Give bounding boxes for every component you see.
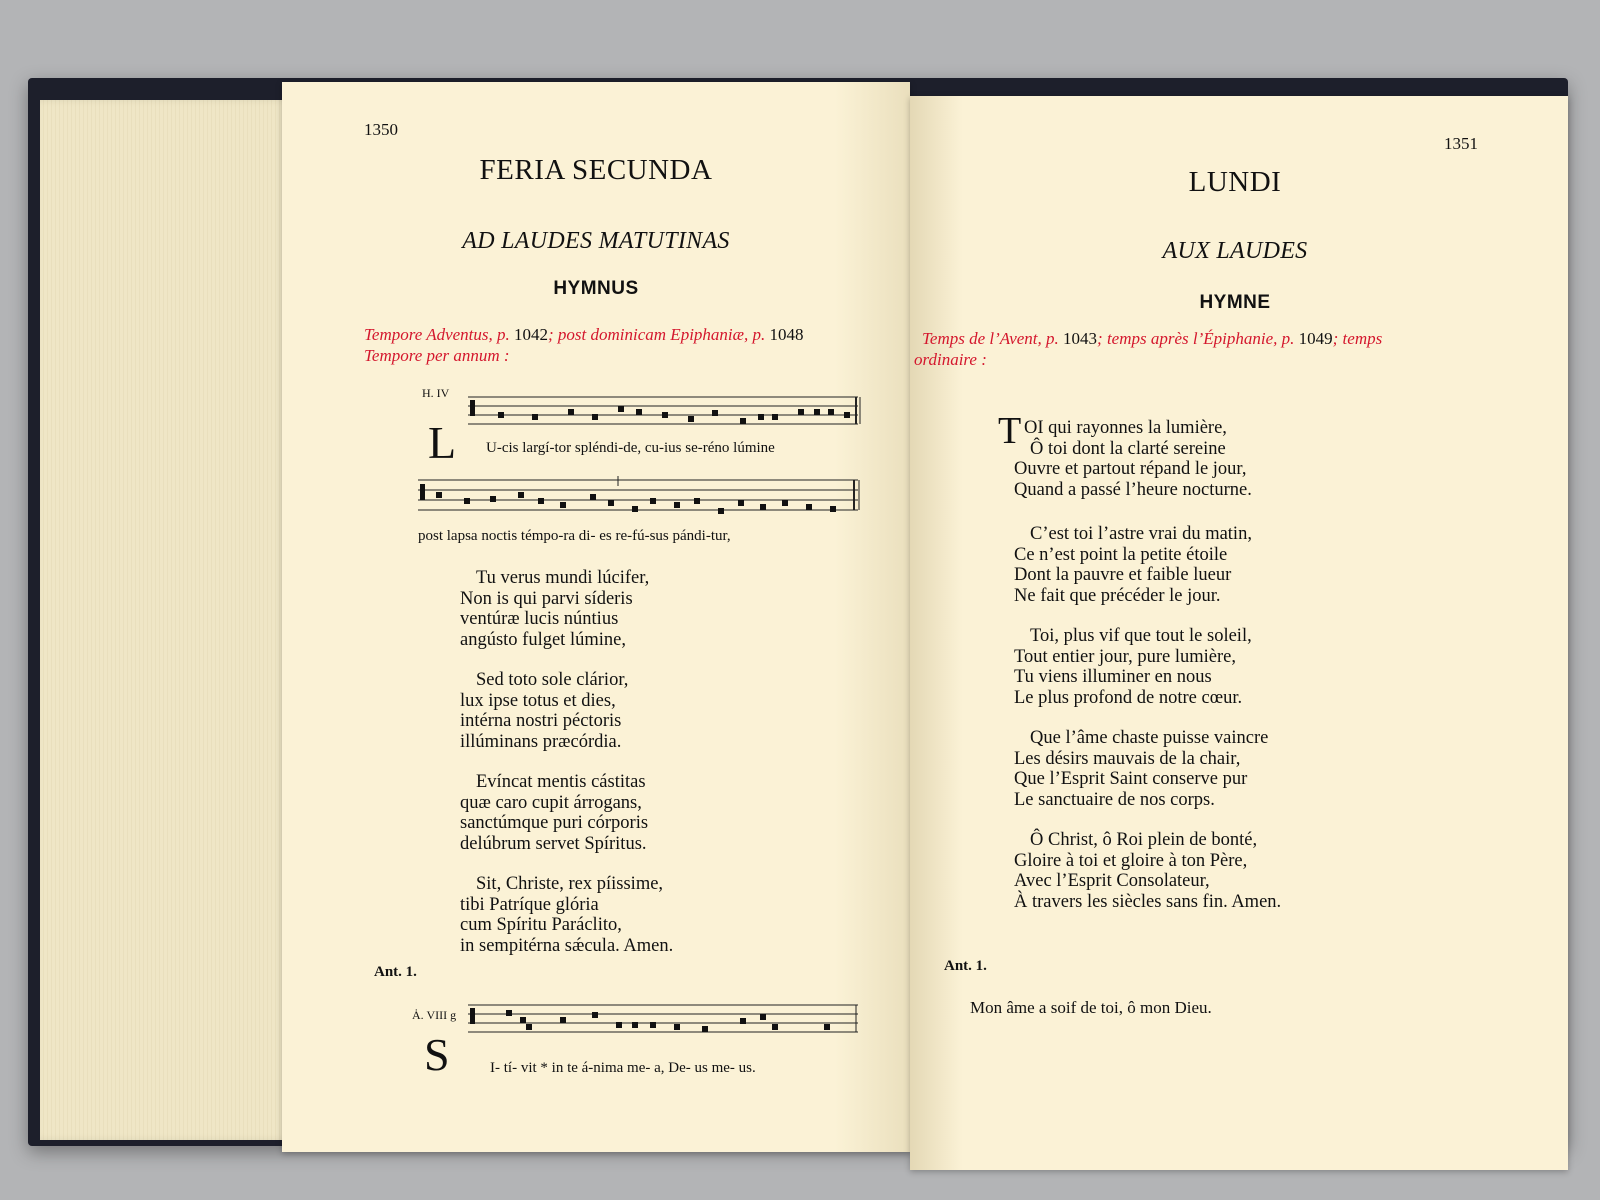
- chant-staff-2: [418, 472, 868, 522]
- antiphon-initial: S: [424, 1029, 450, 1080]
- verse-line: Tu viens illuminer en nous: [1014, 667, 1212, 687]
- stanza: [1014, 418, 1252, 500]
- page-number: 1351: [1444, 134, 1478, 153]
- stanza: [1014, 728, 1281, 810]
- hymn-verses: [460, 568, 673, 976]
- stanza: [1014, 830, 1281, 912]
- verse-line: Ô toi dont la clarté sereine: [1030, 438, 1226, 459]
- verse-line: tibi Patríque glória: [460, 894, 599, 915]
- verse-line: in sempitérna sǽcula. Amen.: [460, 935, 674, 956]
- verse-line: Sit, Christe, rex píissime,: [476, 874, 664, 894]
- verse-line: intérna nostri péctoris: [460, 711, 622, 731]
- page-stack: [40, 100, 300, 1140]
- antiphon-label: Ant. 1.: [944, 958, 987, 974]
- page-title: LUNDI: [1188, 166, 1282, 198]
- antiphon-label: Ant. 1.: [374, 964, 417, 980]
- hymn-verses: [1014, 418, 1252, 520]
- verse-line: Avec l’Esprit Consolateur,: [1014, 871, 1210, 891]
- chant-lyric-1: U-cis largí-tor spléndi-de, cu-ius se-réno lúmine: [486, 440, 775, 456]
- page-number: 1350: [364, 120, 398, 139]
- right-page: [910, 96, 1568, 1170]
- verse-line: Ouvre et partout répand le jour,: [1014, 459, 1247, 479]
- rubric: Tempore Adventus, p. 1042; post dominicam Epiphaniæ, p. 1048 Tempore per annum :: [364, 325, 804, 365]
- verse-line: À travers les siècles sans fin. Amen.: [1014, 891, 1282, 912]
- verse-line: Toi, plus vif que tout le soleil,: [1030, 626, 1252, 646]
- antiphon-lyric: I- tí- vit * in te á-nima me- a, De- us me- us.: [490, 1060, 756, 1076]
- verse-line: ventúræ lucis núntius: [460, 609, 619, 629]
- stanza: [460, 874, 673, 956]
- verse-line: Ce n’est point la petite étoile: [1014, 544, 1228, 565]
- verse-line: Non is qui parvi síderis: [460, 588, 633, 609]
- antiphon-text: Mon âme a soif de toi, ô mon Dieu.: [970, 998, 1212, 1017]
- verse-line: Dont la pauvre et faible lueur: [1014, 565, 1232, 585]
- verse-line: Gloire à toi et gloire à ton Père,: [1014, 850, 1248, 871]
- rubric: Temps de l’Avent, p. 1043; temps après l’Épiphanie, p. 1049; temps ordinaire :: [914, 329, 1383, 369]
- section-heading: HYMNUS: [553, 278, 639, 299]
- antiphon-mode: Ȧ. VIII g: [412, 1008, 457, 1022]
- page-title: FERIA SECUNDA: [479, 154, 713, 186]
- stanza: [460, 670, 673, 752]
- chant-lyric-2: post lapsa noctis témpo-ra di- es re-fú-sus pándi-tur,: [418, 528, 731, 544]
- verse-line: C’est toi l’astre vrai du matin,: [1030, 524, 1252, 544]
- chant-staff-1: [468, 392, 868, 432]
- verse-line: Evíncat mentis cástitas: [476, 772, 646, 792]
- hymn-verses-continued: [1014, 524, 1281, 932]
- hymn-mode: H. IV: [422, 386, 450, 400]
- verse-line: OI qui rayonnes la lumière,: [1024, 418, 1227, 438]
- stanza: [460, 772, 673, 854]
- verse-line: delúbrum servet Spíritus.: [460, 833, 647, 854]
- verse-line: Ô Christ, ô Roi plein de bonté,: [1030, 830, 1258, 850]
- verse-line: cum Spíritu Paráclito,: [460, 915, 622, 935]
- left-page: [282, 82, 910, 1152]
- verse-line: Tout entier jour, pure lumière,: [1014, 646, 1236, 667]
- verse-line: lux ipse totus et dies,: [460, 690, 616, 711]
- stanza: [1014, 524, 1281, 606]
- verse-line: Sed toto sole clárior,: [476, 670, 629, 690]
- verse-line: Le sanctuaire de nos corps.: [1014, 789, 1215, 810]
- verse-line: sanctúmque puri córporis: [460, 813, 649, 833]
- office-subtitle: AD LAUDES MATUTINAS: [462, 228, 730, 254]
- drop-cap-initial: T: [998, 410, 1022, 452]
- stanza: [460, 568, 673, 650]
- verse-line: Le plus profond de notre cœur.: [1014, 687, 1243, 708]
- stanza: [1014, 626, 1281, 708]
- verse-line: angústo fulget lúmine,: [460, 629, 626, 650]
- verse-line: Que l’Esprit Saint conserve pur: [1014, 769, 1248, 789]
- office-subtitle: AUX LAUDES: [1162, 238, 1308, 264]
- drop-cap-initial: L: [428, 417, 457, 468]
- section-heading: HYMNE: [1199, 292, 1271, 313]
- verse-line: Quand a passé l’heure nocturne.: [1014, 479, 1252, 500]
- antiphon-staff: [468, 1000, 868, 1040]
- verse-line: Tu verus mundi lúcifer,: [476, 568, 650, 588]
- verse-line: quæ caro cupit árrogans,: [460, 792, 642, 813]
- verse-line: Ne fait que précéder le jour.: [1014, 585, 1221, 606]
- verse-line: illúminans præcórdia.: [460, 731, 622, 752]
- verse-line: Les désirs mauvais de la chair,: [1014, 748, 1241, 769]
- verse-line: Que l’âme chaste puisse vaincre: [1030, 728, 1269, 748]
